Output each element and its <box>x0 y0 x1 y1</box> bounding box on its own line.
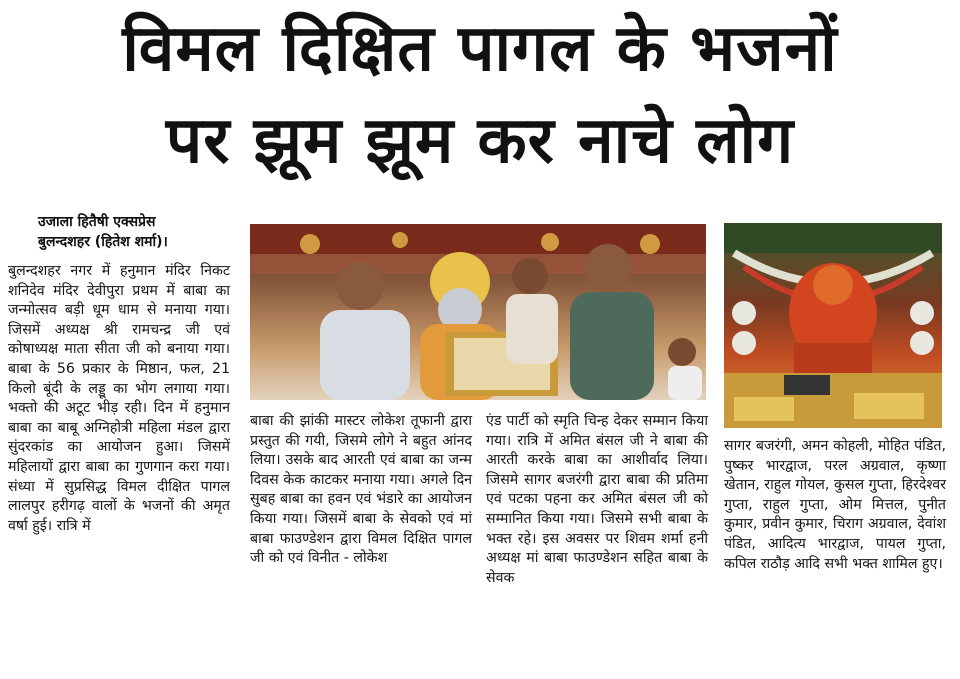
article-column-1-text: बुलन्दशहर नगर में हनुमान मंदिर निकट शनिदेव मंदिर देवीपुरा प्रथम में बाबा का जन्मोत्सव बड़ी धूम धाम से मनाया गया। जिसमें अध्यक्ष श्री रामचन्द्र जी एवं कोषाध्यक्ष माता सीता जी को बनाया गया। बाबा के 56 प्रकार के मिष्ठान, फल, 21 किलो बूंदी के लड्डू का भोग लगाया गया। भक्तो की अटूट भीड़ रही। दिन में हनुमान बाबा का बाबू अग्निहोत्री महिला मंडल द्वारा सुंदरकांड का आयोजन हुआ। जिसमें महिलायों द्वारा बाबा का गुणगान करा गया। संध्या में सुप्रसिद्ध विमल दीक्षित पागल लालपुर हरीगढ़ वालों के भजनों की अमृत वर्षा हुई। रात्रि में <box>8 263 230 534</box>
article-column-1 <box>8 262 230 536</box>
event-photo-illustration <box>250 224 706 400</box>
dateline <box>8 212 238 252</box>
article-column-2 <box>250 412 472 569</box>
dateline-source: उजाला हितैषी एक्सप्रेस <box>38 214 156 230</box>
headline-line-1: विमल दिक्षित पागल के भजनों <box>122 12 838 86</box>
article-column-4-text: सागर बजरंगी, अमन कोहली, मोहित पंडित, पुष्कर भारद्वाज, परल अग्रवाल, कृष्णा खेतान, राहुल गोयल, कुसल गुप्ता, हिरदेश्वर गुप्ता, राहुल गुप्ता, ओम मित्तल, पुनीत कुमार, प्रवीन कुमार, चिराग अग्रवाल, देवांश पंडित, आदित्य भारद्वाज, पायल गुप्ता, कपिल राठौड़ आदि सभी भक्त शामिल हुए। <box>724 438 946 572</box>
headline-line-2: पर झूम झूम कर नाचे लोग <box>165 104 795 178</box>
article-column-4 <box>724 437 946 574</box>
temple-idol-photo <box>724 223 942 428</box>
article-column-3-text: एंड पार्टी को स्मृति चिन्ह देकर सम्मान किया गया। रात्रि में अमित बंसल जी ने बाबा की आरती करके बाबा का आशीर्वाद लिया। जिसमे सागर बजरंगी द्वारा बाबा की प्रतिमा एवं पटका पहना कर अमित बंसल जी को सम्मानित किया गया। जिसमे सभी बाबा के भक्त रहे। इस अवसर पर शिवम शर्मा हनी अध्यक्ष मां बाबा फाउण्डेशन सहित बाबा के सेवक <box>486 413 708 586</box>
temple-idol-illustration <box>724 223 942 428</box>
event-photo-group <box>250 224 706 400</box>
article-column-2-text: बाबा की झांकी मास्टर लोकेश तूफानी द्वारा प्रस्तुत की गयी, जिसमे लोगे ने बहुत आंनद लिया। उसके बाद आरती एवं बाबा का जन्म दिवस केक काटकर मनाया गया। अगले दिन सुबह बाबा का हवन एवं भंडारे का आयोजन किया गया। जिसमें बाबा के सेवको एवं मां बाबा फाउण्डेशन द्वारा विमल दिक्षित पागल जी को एवं विनीत - लोकेश <box>250 413 472 567</box>
dateline-place: बुलन्दशहर (हितेश शर्मा)। <box>38 234 168 250</box>
article-column-3 <box>486 412 708 588</box>
